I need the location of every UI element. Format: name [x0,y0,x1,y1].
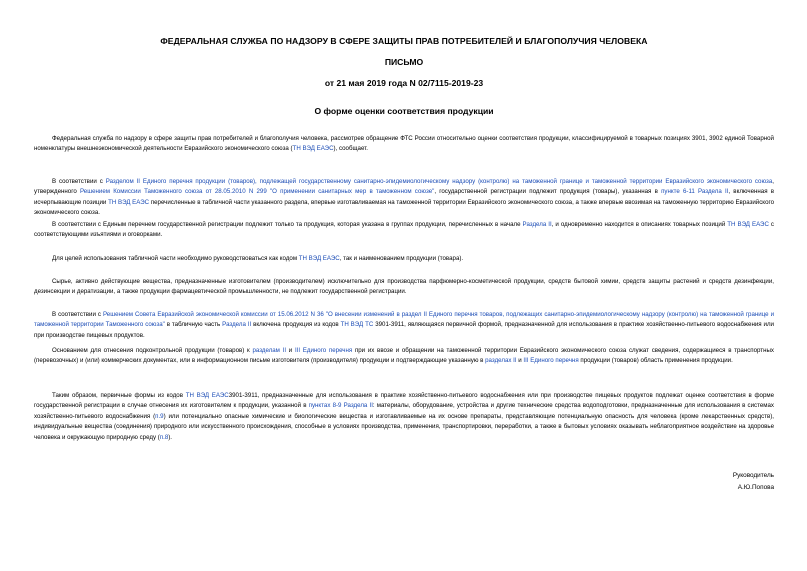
p1-link-tn-ved[interactable]: ТН ВЭД ЕАЭС [292,145,334,153]
p8-text-3: : материалы, оборудование, устройства и другие технические средства водоподготовки, предназначенные для использования в системах хозяйственно-питьевого водоснабжения ( [34,402,774,420]
p2-text-1: В соответствии с [52,178,106,185]
p8-link-items-8-9[interactable]: пунктах 8-9 Раздела II [308,402,373,410]
document-date-number: от 21 мая 2019 года N 02/7115-2019-23 [324,78,484,88]
p7-link-sections-2[interactable]: разделам II [252,347,287,354]
p8-link-tn-ved[interactable]: ТН ВЭД ЕАЭС [185,392,229,399]
paragraph-6 [34,310,774,341]
p4-link-tn-ved[interactable]: ТН ВЭД ЕАЭС [298,255,340,262]
agency-title: ФЕДЕРАЛЬНАЯ СЛУЖБА ПО НАДЗОРУ В СФЕРЕ ЗАЩИТЫ ПРАВ ПОТРЕБИТЕЛЕЙ И БЛАГОПОЛУЧИЯ ЧЕЛОВЕКА [160,36,648,46]
p7-text-1: Основанием для отнесения подконтрольной продукции (товаров) к [52,347,253,354]
paragraph-8 [34,391,774,443]
signature-name: А.Ю.Попова [737,484,774,491]
p5-text-1: Сырье, активно действующие вещества, предназначенные изготовителем (производителем) исключительно для производства парфюмерно-косметической продукции, средств бытовой химии, средств защиты растений и средств дезинфекции, дезинсекции и дератизации, а также продукции фармацевтической промышленности, не подлежит государственной регистрации. [34,278,774,296]
p7-link-sections-2-b[interactable]: разделах II [485,357,517,365]
p3-text-3: с соответствующими изъятиями и оговорками. [34,221,774,239]
paragraph-7 [34,346,774,367]
paragraph-4 [34,254,774,264]
signature-role: Руководитель [732,472,774,479]
paragraph-2 [34,177,774,219]
p2-link-section-2[interactable]: Разделом II Единого перечня продукции (товаров), подлежащей государственному санитарно-эпидемиологическому надзору (контролю) на таможенной границе и таможенной территории Евразийского экономического союза [105,178,773,185]
p7-text-2: и [286,347,295,354]
p8-text-1: Таким образом, первичные формы из кодов [52,392,186,399]
p1-text-2: ), сообщает. [333,145,368,153]
document-page [34,0,774,571]
document-title: О форме оценки соответствия продукции [314,106,494,116]
paragraph-1 [34,134,774,155]
p3-text-2: , и одновременно находится в описаниях товарных позиций [551,221,728,228]
p3-link-tn-ved[interactable]: ТН ВЭД ЕАЭС [727,221,769,228]
p8-link-item-9[interactable]: п.9 [155,412,164,420]
p6-link-section-2[interactable]: Раздела II [222,321,252,329]
p4-text-2: , так и наименованием продукции (товара). [339,255,464,262]
document-type: ПИСЬМО [384,57,424,67]
p1-text-1: Федеральная служба по надзору в сфере защиты прав потребителей и благополучия человека, рассмотрев обращение ФТС России относительно оценки соответствия продукции, классифицируемой в товарных позициях 3901, 3902 единой Товарной номенклатуры внешнеэкономической деятельности Евразийского экономического союза ( [34,135,774,153]
p6-link-tn-ved-ts[interactable]: ТН ВЭД ТС [340,321,374,329]
p3-text-1: В соответствии с Единым перечнем государственной регистрации подлежит только та продукция, которая указана в группах продукции, перечисленных в начале [52,221,523,228]
p8-text-2: 3901-3911, предназначенные для использования в практике хозяйственно-питьевого водоснабжения или при производстве пищевых продуктов подлежат оценке соответствия в форме государственной регистрации в случае отнесения их изготовителем к продукции, указанной в [34,392,774,410]
p4-text-1: Для целей использования табличной части необходимо руководствоваться как кодом [52,255,299,262]
p7-text-5: продукции (товаров) область применения продукции. [578,357,733,365]
p8-text-5: ). [168,433,172,441]
p2-link-decision-299[interactable]: Решением Комиссии Таможенного союза от 28.05.2010 N 299 "О применении санитарных мер в таможенном союзе" [79,188,435,196]
p6-text-2: в табличную часть [164,321,223,329]
p2-link-tn-ved[interactable]: ТН ВЭД ЕАЭС [108,198,150,206]
p6-text-4: 3901-3911, являющаяся первичной формой, предназначенной для использования в практике хозяйственно-питьевого водоснабжения или при производстве пищевых продуктов. [34,321,774,339]
p7-link-section-3-b[interactable]: III Единого перечня [523,357,579,365]
p2-link-items-6-11[interactable]: пункте 6-11 Раздела II [661,188,729,196]
p3-link-section-2[interactable]: Раздела II [522,221,552,228]
p8-text-4: ) или потенциально опасные химические и биологические вещества и изготавливаемые на их основе препараты, представляющие потенциальную опасность для человека (кроме лекарственных средств), индивидуальные вещества (соединения) природного или искусственного происхождения, способные в условиях производства, применения, транспортировки, переработки, а также в бытовых условиях оказывать неблагоприятное воздействие на здоровье человека и окружающую природную среду ( [34,412,774,441]
p2-text-3: , государственной регистрации подлежит продукция (товары), указанная в [434,188,662,196]
p2-text-5: перечисленные в табличной части указанного раздела, впервые изготавливаемая на таможенной территории Евразийского экономического союза, а также впервые ввозимая на таможенную территорию Евразийского экономического союза. [34,198,774,217]
p7-link-section-3[interactable]: III Единого перечня [294,347,353,354]
p6-text-3: включена продукция из кодов [251,321,341,329]
paragraph-3 [34,220,774,241]
paragraph-5 [34,277,774,298]
p6-link-decision-36[interactable]: Решением Совета Евразийской экономической комиссии от 15.06.2012 N 36 "О внесении изменений в раздел II Единого перечня товаров, подлежащих санитарно-эпидемиологическому надзору (контролю) на таможенной границе и таможенной территории Таможенного союза" [34,311,774,329]
p7-text-4: и [516,357,524,365]
p2-text-4: , включенная в исчерпывающие позиции [34,188,774,206]
p8-link-item-8[interactable]: п.8 [159,433,169,441]
p6-text-1: В соответствии с [52,311,103,318]
p2-text-2: , утвержденного [34,178,774,196]
p7-text-3: при их ввозе и обращении на таможенной территории Евразийского экономического союза служат сведения, содержащиеся в транспортных (перевозочных) и (или) коммерческих документах, или в информационном письме изготовителя (производителя) продукции и подтверждающие указанную в [34,347,774,365]
